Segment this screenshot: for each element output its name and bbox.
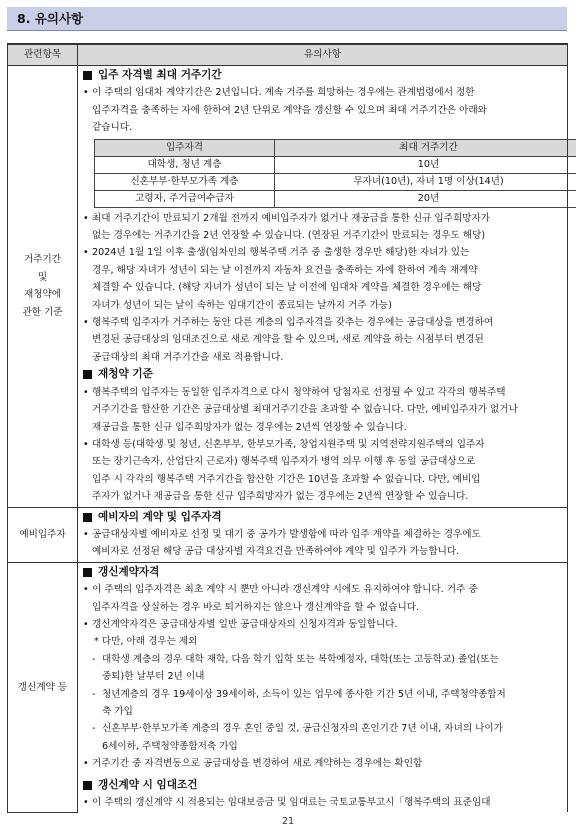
page-number: 21: [281, 816, 295, 827]
header-category: 관련항목: [8, 44, 78, 66]
row-content: [78, 66, 568, 508]
section-heading: 갱신계약자격: [82, 564, 563, 581]
sub-table-row: 고령자, 주거급여수급자 20년: [95, 190, 576, 207]
bullet-item: • 대학생 등(대학생 및 청년, 신혼부부, 한부모가족, 창업지원주택 및 지역전략지원주택의 입주자 또는 장기근속자, 산업단지 근로자) 행복주택 입주자가 병역 의무 이행 후 동일 공급대상으로 입주 시 각각의 행복주택 거주기간을 합산한 기간은 10년을 초과할 수 없습니다. 다만, 예비입 주자가 없거나 재공급을 통한 신규 입주희망자가 없는 경우에는 2년씩 연장할 수 있습니다.: [82, 436, 563, 506]
bullet-item: • 이 주택의 갱신계약 시 적용되는 임대보증금 및 임대료는 국토교통부고시「행복주택의 표준임대: [82, 794, 563, 811]
bullet-item: • 행복주택의 입주자는 동일한 입주자격으로 다시 청약하여 당첨자로 선정될 수 있고 각각의 행복주택 거주기간을 합산한 기간은 공급대상별 최대거주기간을 초과할 수 없습니다. 다만, 예비입주자가 없거나 재공급을 통한 신규 입주희망자가 없는 경우에는 2년씩 연장할 수 있습니다.: [82, 384, 563, 436]
section-heading: 예비자의 계약 및 입주자격: [82, 509, 563, 526]
dash-item: - 대학생 계층의 경우 대학 재학, 다음 학기 입학 또는 복학예정자, 대학(또는 고등학교) 졸업(또는 중퇴)한 날부터 2년 이내: [92, 653, 499, 683]
row-category: 거주기간 및 재청약에 관한 기준: [8, 66, 78, 508]
square-bullet-icon: [83, 781, 92, 790]
row-content: [78, 562, 568, 812]
square-bullet-icon: [83, 568, 92, 577]
bullet-item: • 최대 거주기간이 만료되기 2개월 전까지 예비입주자가 없거나 재공급을 통한 신규 입주희망자가 없는 경우에는 거주기간을 2년 연장할 수 있습니다. (연장된 거주기간이 만료되는 경우도 해당): [82, 210, 563, 245]
section-heading: 재청약 기준: [82, 366, 563, 383]
sub-table-row: 대학생, 청년 계층 10년: [95, 156, 576, 173]
table-row: [8, 66, 568, 508]
table-row: [8, 507, 568, 562]
bullet-item: • 거주기간 중 자격변동으로 공급대상을 변경하여 새로 계약하는 경우에는 확인함: [82, 755, 563, 772]
table-header-row: [8, 44, 568, 66]
dash-item: - 신혼부부·한부모가족 계층의 경우 혼인 중일 것, 공급신청자의 혼인기간 7년 이내, 자녀의 나이가 6세이하, 주택청약종합저축 가입: [92, 723, 503, 752]
sub-table-row: 신혼부부·한부모가족 계층 무자녀(10년), 자녀 1명 이상(14년): [95, 173, 576, 190]
square-bullet-icon: [83, 71, 92, 80]
bullet-item: • 2024년 1월 1일 이후 출생(임차인의 행복주택 거주 중 출생한 경우만 해당)한 자녀가 있는 경우, 해당 자녀가 성년이 되는 날 이전까지 자동차 요건을 충족하는 자에 한하여 계속 재계약 체결할 수 있습니다. (해당 자녀가 성년이 되는 날 이전에 임대차 계약을 체결한 경우에는 해당 자녀가 성년이 되는 날이 속하는 임대기간이 종료되는 날까지 거주 가능): [82, 244, 563, 314]
bullet-item: • 공급대상자별 예비자로 선정 및 대기 중 공가가 발생함에 따라 입주 계약을 체결하는 경우에도 예비자로 선정된 해당 공급 대상자별 자격요건을 만족하여야 계약 및 입주가 가능합니다.: [82, 526, 563, 561]
section-heading: 갱신계약 시 임대조건: [82, 777, 563, 794]
section-title: 8. 유의사항: [7, 7, 567, 31]
header-notes: 유의사항: [78, 44, 568, 66]
table-row: [8, 562, 568, 812]
exception-note: * 다만, 아래 경우는 제외: [94, 636, 198, 648]
bullet-item: • 이 주택의 입주자격은 최초 계약 시 뿐만 아니라 갱신계약 시에도 유지하여야 합니다. 거주 중 입주자격을 상실하는 경우 바로 퇴거하지는 않으나 갱신계약을 할 수 없습니다.: [82, 581, 563, 616]
notice-table: [7, 43, 568, 813]
section-heading: 입주 자격별 최대 거주기간: [82, 67, 563, 84]
square-bullet-icon: [83, 370, 92, 379]
square-bullet-icon: [83, 513, 92, 522]
dash-item: - 청년계층의 경우 19세이상 39세이하, 소득이 있는 업무에 종사한 기간 5년 이내, 주택청약종합저 축 가입: [92, 688, 506, 717]
row-category: 예비입주자: [8, 507, 78, 562]
row-content: [78, 507, 568, 562]
bullet-item: • 갱신계약자격은 공급대상자별 일반 공급대상자의 신청자격과 동일합니다.: [82, 616, 563, 633]
residence-period-table: 입주자격 최대 거주기간 대학생, 청년 계층 10년 신혼부부·한부모가족 계층 무자녀(10년), 자녀 1명 이상(14년) 고령자, 주거급여수급자 20년: [94, 139, 576, 208]
bullet-item: • 이 주택의 임대차 계약기간은 2년입니다. 계속 거주를 희망하는 경우에는 관계법령에서 정한 입주자격을 충족하는 자에 한하여 2년 단위로 계약을 갱신할 수 있으며 최대 거주기간은 아래와 같습니다.: [82, 84, 563, 136]
row-category: 갱신계약 등: [8, 562, 78, 812]
bullet-item: • 행복주택 입주자가 거주하는 동안 다른 계층의 입주자격을 갖추는 경우에는 공급대상을 변경하여 변경된 공급대상의 임대조건으로 새로 계약을 할 수 있으며, 새로 계약을 하는 시점부터 변경된 공급대상의 최대 거주기간을 새로 적용합니다.: [82, 314, 563, 366]
